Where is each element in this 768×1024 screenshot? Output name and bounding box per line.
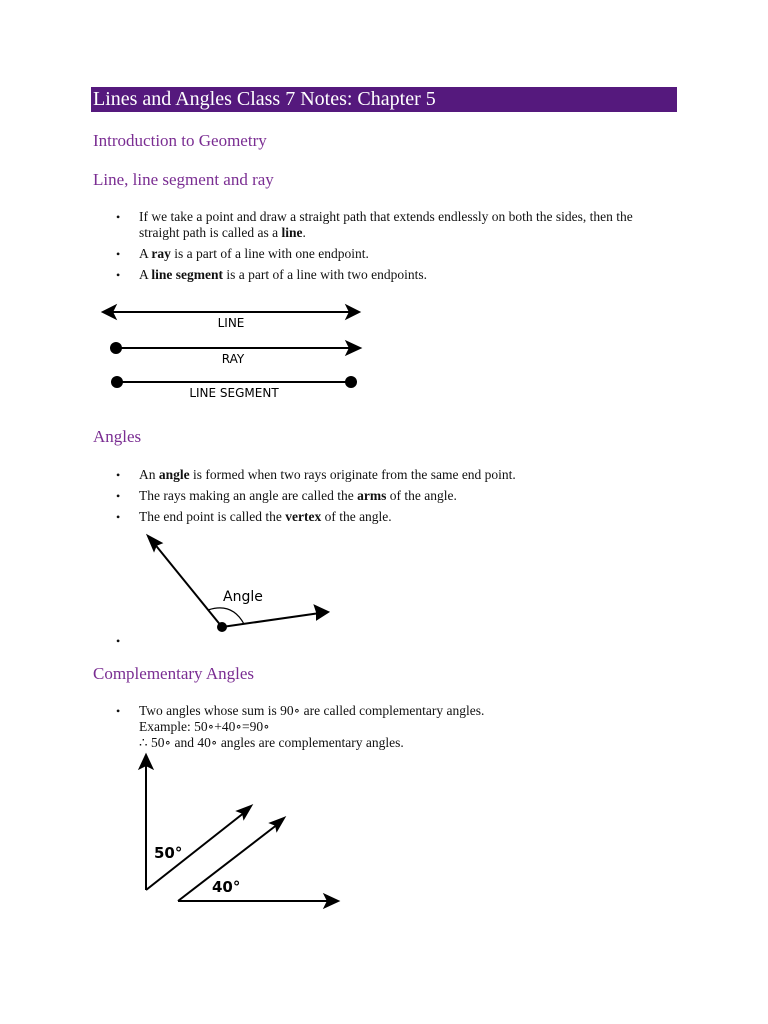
vertical-arm-arrowhead — [140, 755, 152, 768]
angle-figure — [140, 530, 340, 640]
complementary-angles-figure — [130, 750, 350, 910]
complementary-conclusion: ∴ 50∘ and 40∘ angles are complementary angles. — [139, 735, 404, 750]
list-item: • A line segment is a part of a line with two endpoints. — [115, 267, 675, 283]
list-item: • A ray is a part of a line with one endpoint. — [115, 246, 675, 262]
line-section-list — [115, 209, 675, 288]
complementary-definition: • Two angles whose sum is 90∘ are called complementary angles. — [139, 703, 485, 718]
heading-angles: Angles — [93, 427, 142, 446]
page-title: Lines and Angles Class 7 Notes: Chapter 5 — [91, 87, 677, 112]
angle-arm-right-arrowhead — [315, 606, 328, 619]
list-item: • The rays making an angle are called the arms of the angle. — [115, 488, 675, 504]
line-ray-segment-figure — [95, 295, 375, 405]
complementary-list — [115, 703, 675, 756]
angles-list — [115, 467, 675, 530]
line-label: LINE — [217, 316, 245, 330]
heading-introduction: Introduction to Geometry — [93, 131, 267, 150]
angle-label: Angle — [223, 589, 263, 605]
angle-vertex — [217, 622, 227, 632]
list-item — [115, 703, 675, 751]
empty-bullet: • — [116, 634, 121, 648]
angle-50-label: 50° — [154, 844, 183, 862]
ray-arrowhead — [347, 342, 360, 354]
list-item: • If we take a point and draw a straight path that extends endlessly on both the sides, then the straight path is called as a line. — [115, 209, 675, 241]
horizontal-arm-arrowhead — [325, 895, 338, 907]
ray-label: RAY — [221, 352, 245, 366]
angle-40-label: 40° — [212, 878, 241, 896]
heading-complementary-angles: Complementary Angles — [93, 664, 255, 683]
angle-arm-left — [153, 542, 222, 627]
complementary-example: Example: 50∘+40∘=90∘ — [139, 719, 270, 734]
list-item: • An angle is formed when two rays originate from the same end point. — [115, 467, 675, 483]
heading-line-segment-ray: Line, line segment and ray — [93, 170, 274, 189]
list-item: • The end point is called the vertex of the angle. — [115, 509, 675, 525]
segment-label: LINE SEGMENT — [189, 386, 279, 400]
